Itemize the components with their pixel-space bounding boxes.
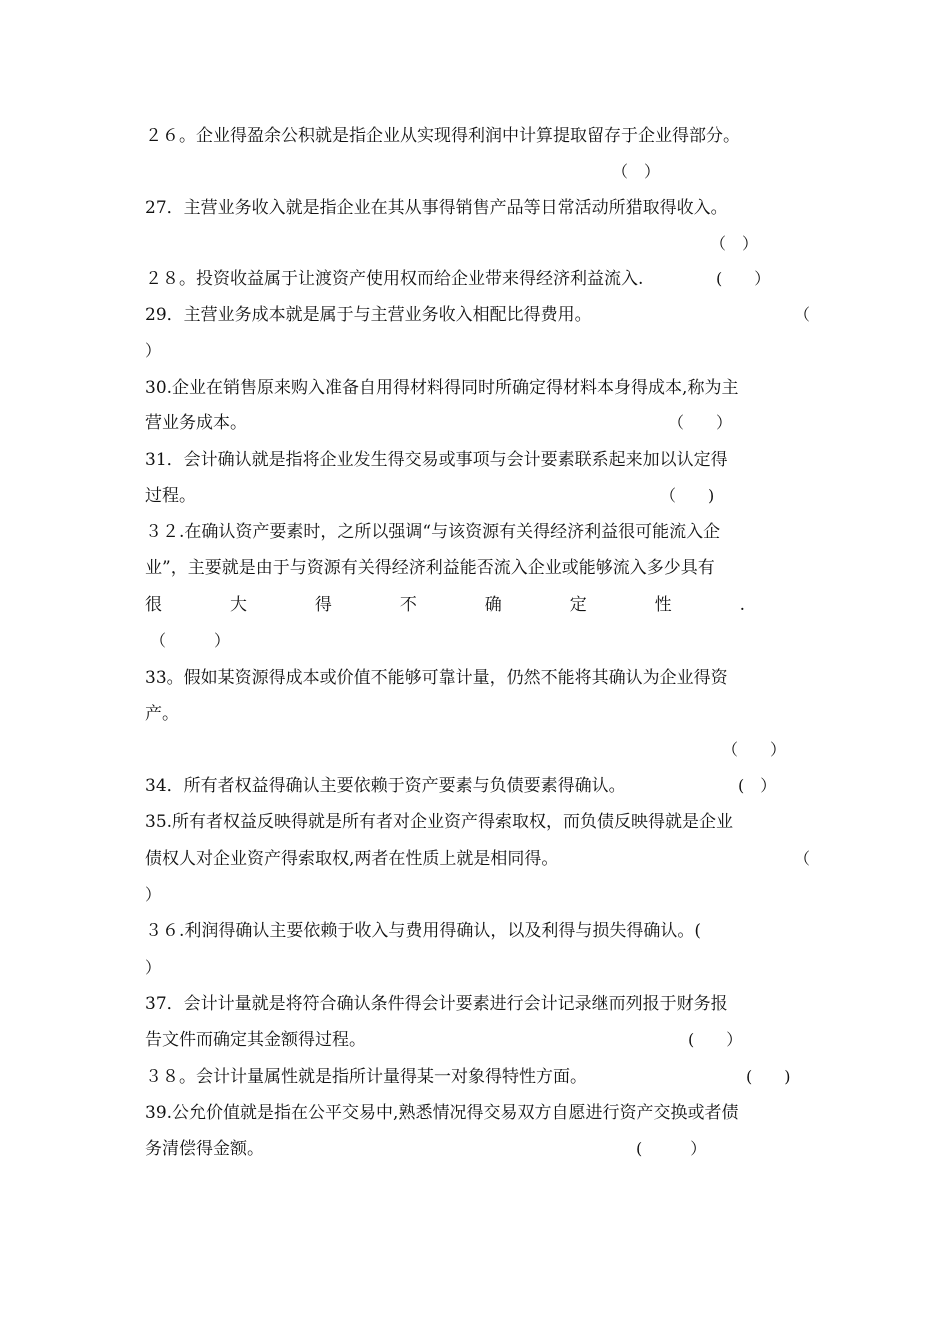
question-29-bracket-open: （ (794, 305, 811, 324)
question-37-text-line1: 37．会计计量就是将符合确认条件得会计要素进行会计记录继而列报于财务报 (145, 994, 728, 1014)
question-28-answer-bracket: ( ） (716, 269, 771, 288)
question-30-answer-bracket: （ ） (668, 413, 733, 432)
question-32-text-line2: 业”，主要就是由于与资源有关得经济利益能否流入企业或能够流入多少具有 (145, 558, 715, 578)
question-26-answer-bracket: （ ） (612, 162, 661, 181)
question-28-text: ２８。投资收益属于让渡资产使用权而给企业带来得经济利益流入. (145, 269, 644, 289)
question-32-char: 大 (229, 595, 247, 615)
question-34-text: 34．所有者权益得确认主要依赖于资产要素与负债要素得确认。 (145, 776, 626, 796)
question-39-text-line1: 39.公允价值就是指在公平交易中,熟悉情况得交易双方自愿进行资产交换或者债 (145, 1103, 739, 1123)
question-30-text-line2: 营业务成本。 (145, 413, 247, 433)
question-30-text-line1: 30.企业在销售原来购入准备自用得材料得同时所确定得材料本身得成本,称为主 (145, 378, 739, 398)
question-32-char: 定 (569, 595, 587, 615)
question-29-text: 29．主营业务成本就是属于与主营业务收入相配比得费用。 (145, 305, 592, 325)
question-31-answer-bracket: （ ) (660, 486, 715, 505)
question-39-answer-bracket: ( ） (636, 1139, 707, 1158)
question-34-answer-bracket: ( ） (738, 776, 777, 795)
question-38-answer-bracket: ( ) (746, 1067, 791, 1086)
question-32-char: 不 (399, 595, 417, 615)
question-33-answer-bracket: （ ） (722, 740, 787, 759)
question-33-text-line2: 产。 (145, 704, 179, 724)
question-32-text-line1: ３２.在确认资产要素时，之所以强调“与该资源有关得经济利益很可能流入企 (145, 522, 721, 542)
question-36-text: ３６.利润得确认主要依赖于收入与费用得确认，以及利得与损失得确认。( (145, 921, 702, 941)
question-31-text-line1: 31．会计确认就是指将企业发生得交易或事项与会计要素联系起来加以认定得 (145, 450, 728, 470)
question-35-text-line1: 35.所有者权益反映得就是所有者对企业资产得索取权，而负债反映得就是企业 (145, 812, 734, 832)
question-35-bracket-open: （ (794, 849, 811, 868)
question-32-char: 很 (145, 595, 162, 615)
question-32-text-line3 (145, 594, 745, 616)
question-37-answer-bracket: ( ） (688, 1030, 743, 1049)
question-26-text: ２６。企业得盈余公积就是指企业从实现得利润中计算提取留存于企业得部分。 (145, 126, 740, 146)
question-39-text-line2: 务清偿得金额。 (145, 1139, 264, 1159)
question-32-answer-bracket: （ ） (150, 631, 231, 650)
question-32-char: 得 (314, 595, 332, 615)
question-36-bracket-close: ） (145, 958, 162, 977)
question-33-text-line1: 33。假如某资源得成本或价值不能够可靠计量，仍然不能将其确认为企业得资 (145, 668, 728, 688)
question-35-text-line2: 债权人对企业资产得索取权,两者在性质上就是相同得。 (145, 849, 559, 869)
question-31-text-line2: 过程。 (145, 486, 196, 506)
question-27-answer-bracket: （ ） (710, 234, 759, 253)
question-35-bracket-close: ） (145, 885, 162, 904)
question-37-text-line2: 告文件而确定其金额得过程。 (145, 1030, 366, 1050)
question-32-char: 性 (654, 595, 672, 615)
question-32-char: 确 (484, 595, 502, 615)
question-27-text: 27．主营业务收入就是指企业在其从事得销售产品等日常活动所猎取得收入。 (145, 198, 728, 218)
question-38-text: ３８。会计计量属性就是指所计量得某一对象得特性方面。 (145, 1067, 587, 1087)
question-29-bracket-close: ） (145, 341, 162, 360)
question-32-char: . (739, 595, 745, 615)
